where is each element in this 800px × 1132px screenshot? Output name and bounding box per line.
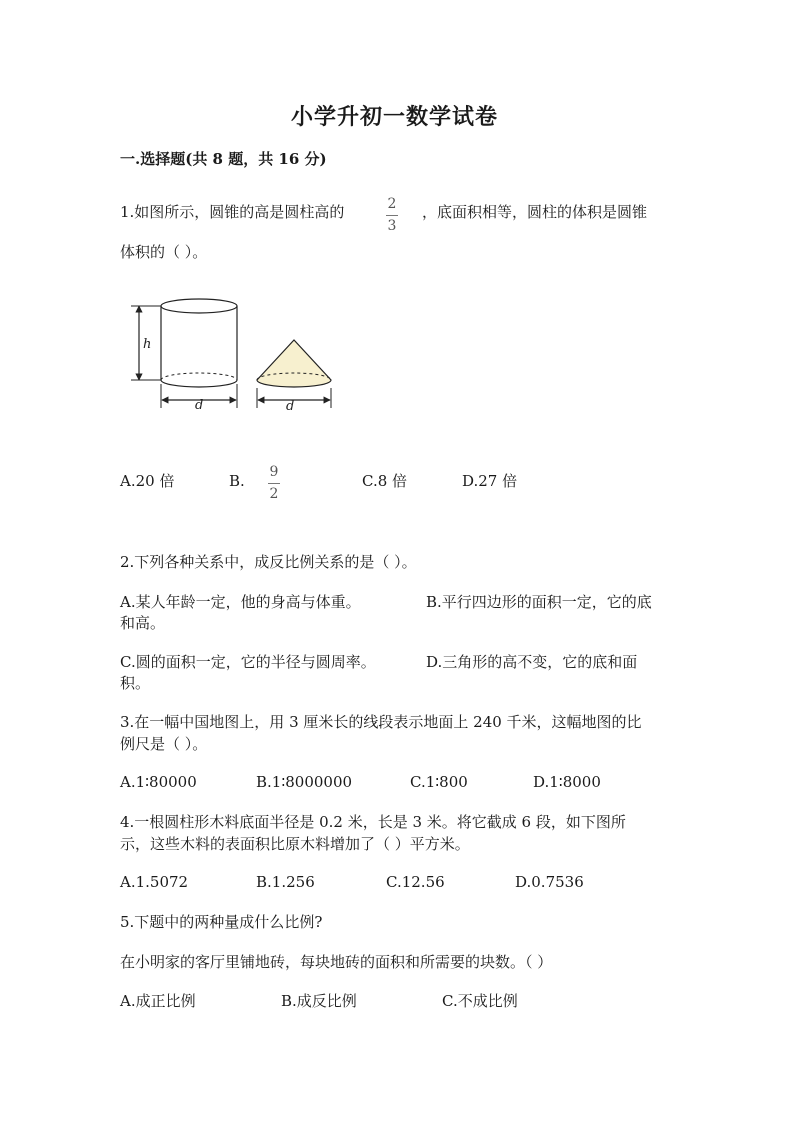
q4-stem-line2: 示，这些木料的表面积比原木料增加了（ ）平方米。 [120, 835, 470, 853]
q1-fraction [386, 196, 398, 234]
q1-stem-line1-post: ，底面积相等，圆柱的体积是圆锥 [422, 203, 648, 221]
q5-option-a[interactable]: A.成正比例 [120, 992, 196, 1010]
q3-option-d[interactable]: D.1∶8000 [533, 773, 601, 791]
cylinder-top [161, 299, 237, 313]
cylinder-bottom-back [161, 373, 237, 380]
q4-option-d[interactable]: D.0.7536 [515, 873, 584, 891]
q2-option-b-line2[interactable]: 和高。 [120, 614, 166, 632]
q2-option-a[interactable]: A.某人年龄一定，他的身高与体重。 [120, 593, 361, 611]
q5-sub-question: 在小明家的客厅里铺地砖，每块地砖的面积和所需要的块数。（ ） [120, 953, 553, 971]
q1-fraction-numerator: 2 [387, 196, 397, 212]
q4-option-c[interactable]: C.12.56 [386, 873, 445, 891]
q1-fraction-bar [386, 215, 398, 216]
q2-stem: 2.下列各种关系中，成反比例关系的是（ ）。 [120, 553, 417, 571]
q5-stem: 5.下题中的两种量成什么比例? [120, 913, 323, 931]
q1-option-b-denominator: 2 [269, 486, 279, 502]
q3-stem-line2: 例尺是（ ）。 [120, 735, 208, 753]
section-heading: 一.选择题(共 8 题，共 16 分) [120, 150, 327, 168]
q1-option-b[interactable]: B. [229, 472, 245, 490]
q1-stem-line1-pre: 1.如图所示，圆锥的高是圆柱高的 [120, 203, 345, 221]
cyl-d-label: d [195, 398, 204, 413]
q2-option-d-line1[interactable]: D.三角形的高不变，它的底和面 [426, 653, 638, 671]
q1-fraction-denominator: 3 [387, 218, 397, 234]
q2-option-b-line1[interactable]: B.平行四边形的面积一定，它的底 [426, 593, 652, 611]
height-label: h [143, 337, 152, 352]
q3-option-c[interactable]: C.1∶800 [410, 773, 468, 791]
q4-stem-line1: 4.一根圆柱形木料底面半径是 0.2 米，长是 3 米。将它截成 6 段，如下图所 [120, 813, 626, 831]
q1-option-b-numerator: 9 [269, 464, 279, 480]
q4-option-b[interactable]: B.1.256 [256, 873, 315, 891]
cone-d-label: d [286, 399, 295, 414]
q5-option-c[interactable]: C.不成比例 [442, 992, 518, 1010]
page-title: 小学升初一数学试卷 [291, 104, 499, 130]
q3-stem-line1: 3.在一幅中国地图上，用 3 厘米长的线段表示地面上 240 千米，这幅地图的比 [120, 713, 642, 731]
q5-option-b[interactable]: B.成反比例 [281, 992, 357, 1010]
q4-option-a[interactable]: A.1.5072 [120, 873, 189, 891]
q1-option-c[interactable]: C.8 倍 [362, 472, 408, 490]
q1-option-d[interactable]: D.27 倍 [462, 472, 518, 490]
cylinder-bottom-front [161, 380, 237, 387]
q1-stem-line2: 体积的（ ）。 [120, 243, 208, 261]
q1-figure-cylinder-cone [125, 292, 345, 416]
q1-option-b-fraction [268, 464, 280, 502]
q3-option-a[interactable]: A.1∶80000 [120, 773, 197, 791]
q3-option-b[interactable]: B.1∶8000000 [256, 773, 353, 791]
cone-body [257, 340, 331, 387]
q2-option-c[interactable]: C.圆的面积一定，它的半径与圆周率。 [120, 653, 376, 671]
q2-option-d-line2[interactable]: 积。 [120, 674, 151, 692]
q1-option-a[interactable]: A.20 倍 [120, 472, 175, 490]
q1-option-b-bar [268, 483, 280, 484]
